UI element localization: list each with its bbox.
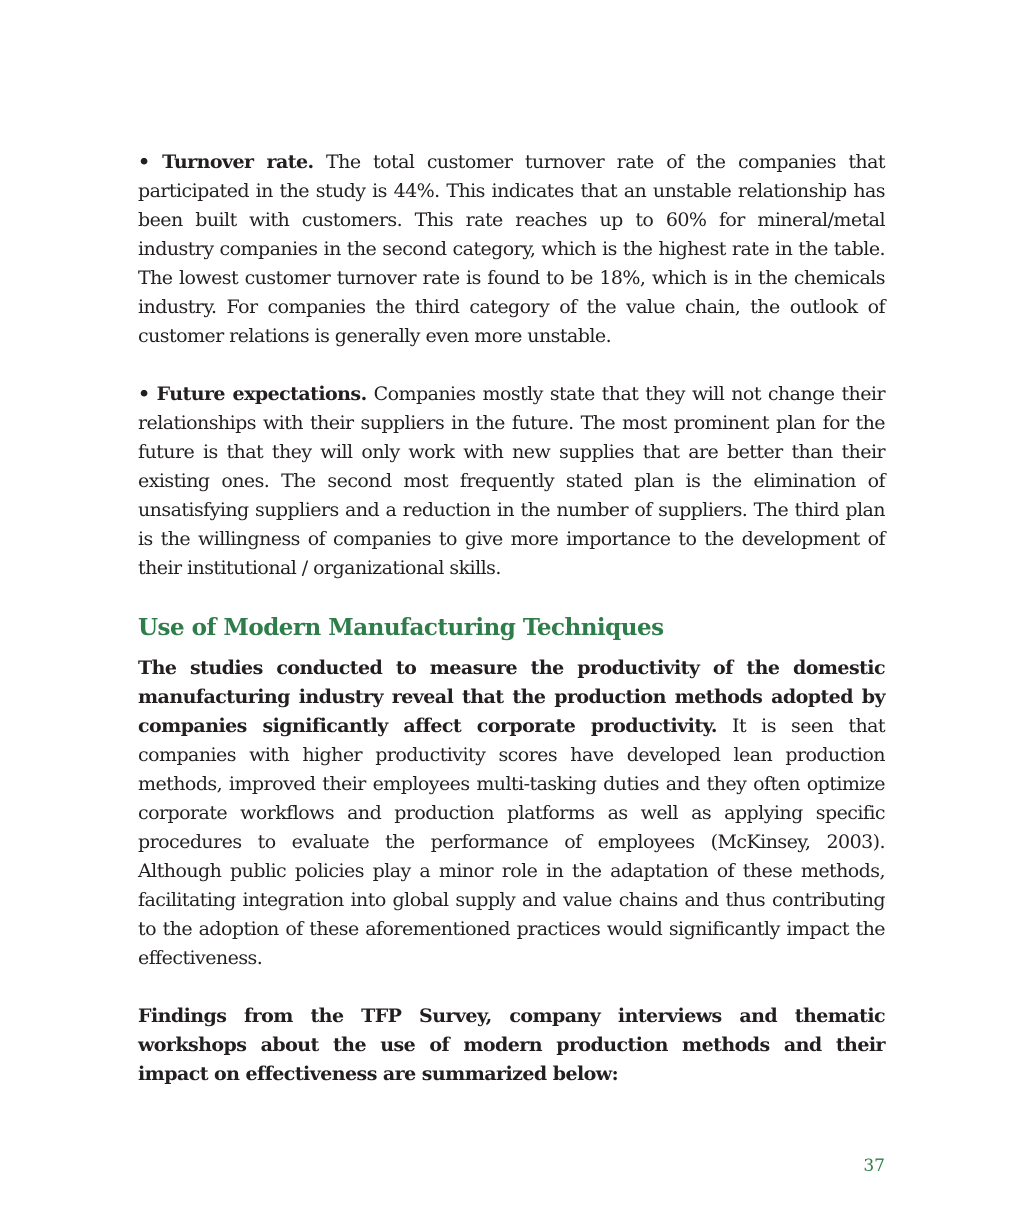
page-number: 37 [863, 1156, 885, 1176]
bullet-text: The total customer turnover rate of the companies that participated in the study is 44%. This indicates that an unstable relationship has been built with customers. This rate reaches up to 60% for mineral/metal industry companies in the second category, which is the highest rate in the table. The lowest customer turnover rate is found to be 18%, which is in the chemicals industry. For companies the third category of the value chain, the outlook of customer relations is generally even more unstable. [138, 151, 885, 347]
bullet-future-expectations [138, 380, 885, 583]
intro-bold-text: The studies conducted to measure the productivity of the domestic manufacturing industry reveal that the production methods adopted by companies significantly affect corporate productivity. [138, 657, 885, 737]
bullet-label: Turnover rate. [162, 151, 314, 173]
bullet-turnover-rate [138, 148, 885, 351]
findings-paragraph: Findings from the TFP Survey, company interviews and thematic workshops about the use of modern production methods and their impact on effectiveness are summarized below: [138, 1005, 885, 1085]
intro-text: It is seen that companies with higher productivity scores have developed lean production methods, improved their employees multi-tasking duties and they often optimize corporate workflows and production platforms as well as applying specific procedures to evaluate the performance of employees (McKinsey, 2003). Although public policies play a minor role in the adaptation of these methods, facilitating integration into global supply and value chains and thus contributing to the adoption of these aforementioned practices would significantly impact the effectiveness. [138, 715, 885, 969]
section-heading: Use of Modern Manufacturing Techniques [138, 614, 664, 641]
bullet-marker: • [138, 383, 150, 405]
page-content [138, 148, 885, 1089]
intro-paragraph [138, 654, 885, 973]
bullet-marker: • [138, 151, 150, 173]
bullet-label: Future expectations. [156, 383, 367, 405]
bullet-text: Companies mostly state that they will not change their relationships with their suppliers in the future. The most prominent plan for the future is that they will only work with new supplies that are better than their existing ones. The second most frequently stated plan is the elimination of unsatisfying suppliers and a reduction in the number of suppliers. The third plan is the willingness of companies to give more importance to the development of their institutional / organizational skills. [138, 383, 885, 579]
